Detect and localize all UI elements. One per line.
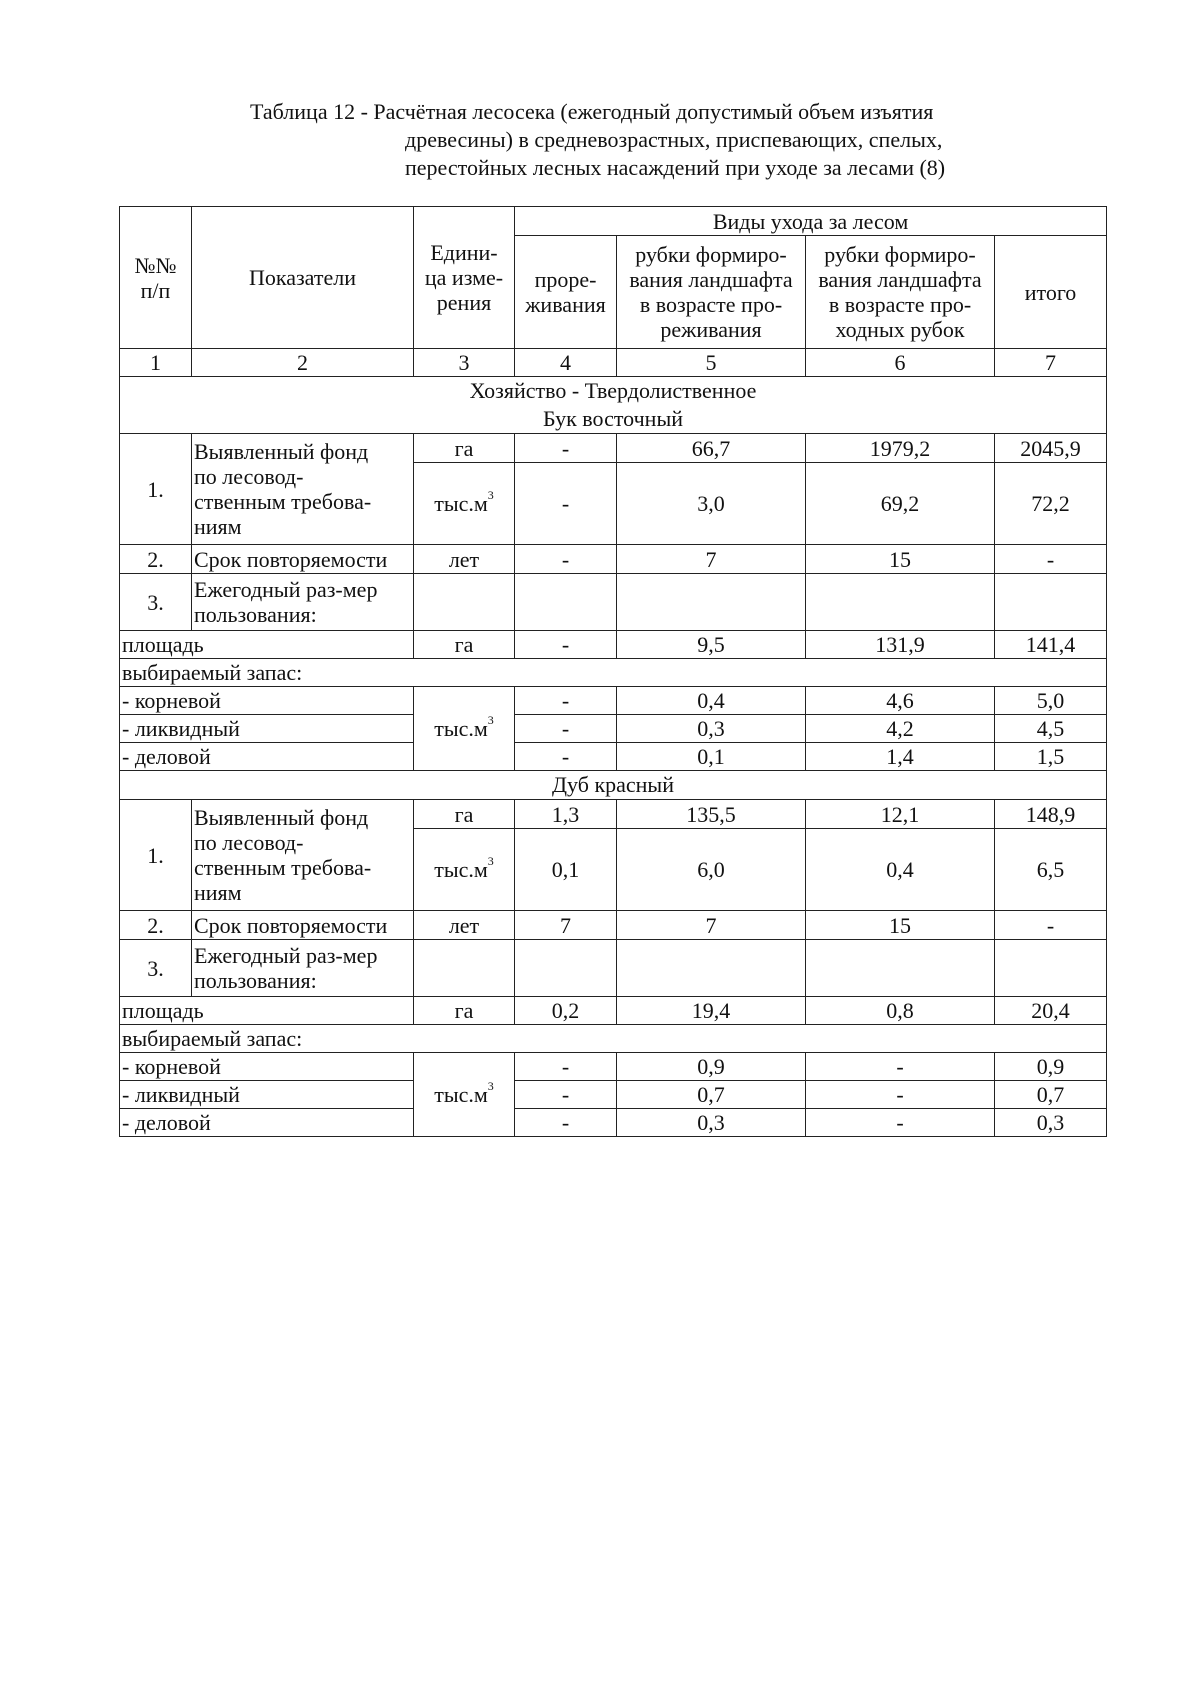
value-cell: 0,8 — [806, 997, 995, 1025]
value-cell: 4,5 — [995, 715, 1107, 743]
row-label: - корневой — [120, 1053, 414, 1081]
table-row — [120, 434, 1107, 463]
header-num: №№ п/п — [120, 207, 192, 349]
value-cell: 69,2 — [806, 463, 995, 545]
value-cell: 7 — [617, 545, 806, 574]
species-name: Дуб красный — [120, 771, 1107, 800]
value-cell: - — [515, 463, 617, 545]
table-caption — [250, 98, 1050, 182]
unit-cell: $тыс.м^3$ — [414, 829, 515, 911]
col-number: 2 — [192, 349, 414, 377]
table-row — [120, 545, 1107, 574]
table-row — [120, 659, 1107, 687]
header-unit: Едини- ца изме- рения — [414, 207, 515, 349]
col-number: 3 — [414, 349, 515, 377]
table-row — [120, 940, 1107, 997]
value-cell: - — [515, 1081, 617, 1109]
row-label: Ежегодный раз-мер пользования: — [192, 940, 414, 997]
col-number: 6 — [806, 349, 995, 377]
caption-line-1: Таблица 12 - Расчётная лесосека (ежегодный допустимый объем изъятия — [250, 99, 934, 124]
row-label: выбираемый запас: — [120, 1025, 1107, 1053]
row-label: - деловой — [120, 1109, 414, 1137]
value-cell: 1979,2 — [806, 434, 995, 463]
value-cell: 1,5 — [995, 743, 1107, 771]
header-thinning: прoре- живания — [515, 236, 617, 349]
caption-line-2: древесины) в средневозрастных, приспевающих, спелых, — [405, 127, 943, 152]
col-number: 7 — [995, 349, 1107, 377]
table-row — [120, 631, 1107, 659]
value-cell: - — [515, 1053, 617, 1081]
value-cell: 12,1 — [806, 800, 995, 829]
row-label: Ежегодный раз-мер пользования: — [192, 574, 414, 631]
table-row — [120, 1025, 1107, 1053]
value-cell: - — [995, 545, 1107, 574]
unit-cell: лет — [414, 545, 515, 574]
table-row — [120, 574, 1107, 631]
column-numbers-row — [120, 349, 1107, 377]
value-cell: 1,3 — [515, 800, 617, 829]
table-row — [120, 687, 1107, 715]
value-cell: 135,5 — [617, 800, 806, 829]
value-cell: 6,0 — [617, 829, 806, 911]
row-label: площадь — [120, 631, 414, 659]
section-header — [120, 377, 1107, 434]
value-cell: - — [515, 434, 617, 463]
value-cell: - — [995, 911, 1107, 940]
row-label: Выявленный фонд по лесовод- ственным требова- ниям — [192, 800, 414, 911]
value-cell: - — [806, 1053, 995, 1081]
row-label: - деловой — [120, 743, 414, 771]
table-row — [120, 800, 1107, 829]
value-cell: 141,4 — [995, 631, 1107, 659]
caption-line-3: перестойных лесных насаждений при уходе за лесами (8) — [405, 155, 946, 180]
value-cell: 0,4 — [617, 687, 806, 715]
section-title — [120, 377, 1107, 434]
value-cell: - — [515, 631, 617, 659]
col-number: 1 — [120, 349, 192, 377]
value-cell: - — [515, 1109, 617, 1137]
row-label: - ликвидный — [120, 1081, 414, 1109]
value-cell: 0,9 — [617, 1053, 806, 1081]
unit-cell: $тыс.м^3$ — [414, 687, 515, 771]
value-cell: - — [806, 1109, 995, 1137]
unit-cell: $тыс.м^3$ — [414, 1053, 515, 1137]
header-indicator: Показатели — [192, 207, 414, 349]
farm-name: Хозяйство - Твердолиственное — [469, 378, 757, 403]
value-cell: 148,9 — [995, 800, 1107, 829]
value-cell: 131,9 — [806, 631, 995, 659]
unit-cell: га — [414, 434, 515, 463]
value-cell: 1,4 — [806, 743, 995, 771]
value-cell: 72,2 — [995, 463, 1107, 545]
value-cell: 0,3 — [995, 1109, 1107, 1137]
value-cell: 20,4 — [995, 997, 1107, 1025]
row-label: выбираемый запас: — [120, 659, 1107, 687]
section-header — [120, 771, 1107, 800]
unit-cell: га — [414, 631, 515, 659]
header-landscape-thinning: рубки формиро- вания ландшафта в возрасте про- реживания — [617, 236, 806, 349]
value-cell: - — [515, 687, 617, 715]
value-cell: 7 — [617, 911, 806, 940]
value-cell: 0,3 — [617, 1109, 806, 1137]
row-number: 3. — [120, 574, 192, 631]
value-cell: 4,6 — [806, 687, 995, 715]
value-cell: 3,0 — [617, 463, 806, 545]
value-cell: 0,4 — [806, 829, 995, 911]
row-label: - корневой — [120, 687, 414, 715]
value-cell: 19,4 — [617, 997, 806, 1025]
value-cell: 5,0 — [995, 687, 1107, 715]
row-label: Срок повторяемости — [192, 545, 414, 574]
unit-cell: га — [414, 800, 515, 829]
value-cell: 15 — [806, 545, 995, 574]
value-cell: 7 — [515, 911, 617, 940]
row-label: площадь — [120, 997, 414, 1025]
row-label: Срок повторяемости — [192, 911, 414, 940]
value-cell: 2045,9 — [995, 434, 1107, 463]
row-number: 2. — [120, 911, 192, 940]
unit-cell: га — [414, 997, 515, 1025]
row-number: 3. — [120, 940, 192, 997]
value-cell: - — [515, 743, 617, 771]
row-label: Выявленный фонд по лесовод- ственным требова- ниям — [192, 434, 414, 545]
table-row — [120, 997, 1107, 1025]
col-number: 4 — [515, 349, 617, 377]
value-cell: 6,5 — [995, 829, 1107, 911]
row-number: 2. — [120, 545, 192, 574]
table-row — [120, 1081, 1107, 1109]
value-cell: 0,3 — [617, 715, 806, 743]
value-cell: 15 — [806, 911, 995, 940]
header-care-types: Виды ухода за лесом — [515, 207, 1107, 236]
table-row — [120, 743, 1107, 771]
row-number: 1. — [120, 434, 192, 545]
value-cell: 0,7 — [617, 1081, 806, 1109]
col-number: 5 — [617, 349, 806, 377]
species-name: Бук восточный — [543, 406, 684, 431]
value-cell: 4,2 — [806, 715, 995, 743]
value-cell: - — [806, 1081, 995, 1109]
row-number: 1. — [120, 800, 192, 911]
value-cell: 0,7 — [995, 1081, 1107, 1109]
value-cell: 0,1 — [515, 829, 617, 911]
value-cell: 0,1 — [617, 743, 806, 771]
value-cell: - — [515, 545, 617, 574]
unit-cell: $тыс.м^3$ — [414, 463, 515, 545]
value-cell: - — [515, 715, 617, 743]
allowable-cut-table — [119, 206, 1107, 1137]
table-row — [120, 1109, 1107, 1137]
table-row — [120, 1053, 1107, 1081]
header-landscape-passage: рубки формиро- вания ландшафта в возрасте про- ходных рубок — [806, 236, 995, 349]
value-cell: 0,2 — [515, 997, 617, 1025]
value-cell: 66,7 — [617, 434, 806, 463]
header-total: итого — [995, 236, 1107, 349]
unit-cell: лет — [414, 911, 515, 940]
table-row — [120, 715, 1107, 743]
row-label: - ликвидный — [120, 715, 414, 743]
value-cell: 9,5 — [617, 631, 806, 659]
value-cell: 0,9 — [995, 1053, 1107, 1081]
table-row — [120, 911, 1107, 940]
